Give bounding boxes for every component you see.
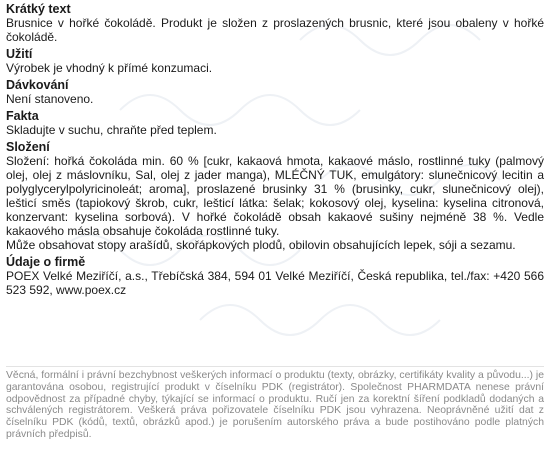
section-text: Skladujte v suchu, chraňte před teplem. xyxy=(6,123,217,137)
section-heading: Složení xyxy=(6,140,50,154)
section-heading: Krátký text xyxy=(6,2,71,16)
section-text: Není stanoveno. xyxy=(6,92,94,106)
section-text: POEX Velké Meziříčí, a.s., Třebíčská 384, 594 01 Velké Meziříčí, Česká republika, tel./fax: +420 566 523 592, www.poex.cz xyxy=(6,269,544,297)
section-text: Složení: hořká čokoláda min. 60 % [cukr, kakaová hmota, kakaové máslo, rostlinné tuky (palmový olej, olej z máslovníku, Sal, olej z jader manga), MLÉČNÝ TUK, emulgátory: slunečnicový lecitin a polyglycerylpolyricinoleát; aroma], proslazené brusinky 31 % (brusinky, cukr, slunečnicový olej), lešticí směs (tapiokový škrob, cukr, lešticí látka: šelak; kokosový olej, kyselina: kyselina citronová, konzervant: kyselina sorbová). V hořké čokoládě obsah kakaové sušiny nejméně 38 %. Vedle kakaového másla obsahuje čokoláda rostlinné tuky. xyxy=(6,154,544,238)
section-text: Výrobek je vhodný k přímé konzumaci. xyxy=(6,61,213,75)
section-facts xyxy=(6,109,544,137)
section-heading: Fakta xyxy=(6,109,39,123)
divider xyxy=(6,366,544,367)
section-text: Může obsahovat stopy arašídů, skořápkových plodů, obilovin obsahujících lepek, sóji a sezamu. xyxy=(6,238,516,252)
legal-disclaimer: Věcná, formální i právní bezchybnost veškerých informací o produktu (texty, obrázky, certifikáty kvality a původu...) je garantována osobou, registrující produkt v číselníku PDK (registrátor). Společnost PHARMDATA nenese právní odpovědnost za případné chyby, týkající se informací o produktu. Ručí jen za korektní šíření podkladů dodaných a schválených registrátorem. Veškerá práva pořizovatele číselníku PDK jsou vyhrazena. Neoprávněné užití dat z číselníku PDK (kódů, textů, obrázků apod.) je porušením autorského práva a bude postihováno podle platných právních předpisů. xyxy=(6,370,544,440)
section-text: Brusnice v hořké čokoládě. Produkt je složen z proslazených brusnic, které jsou obaleny v hořké čokoládě. xyxy=(6,16,544,44)
section-usage xyxy=(6,47,544,75)
section-heading: Užití xyxy=(6,47,33,61)
section-company xyxy=(6,255,544,297)
section-dosage xyxy=(6,78,544,106)
section-heading: Údaje o firmě xyxy=(6,255,86,269)
section-composition xyxy=(6,140,544,252)
section-short-text xyxy=(6,2,544,44)
section-heading: Dávkování xyxy=(6,78,69,92)
